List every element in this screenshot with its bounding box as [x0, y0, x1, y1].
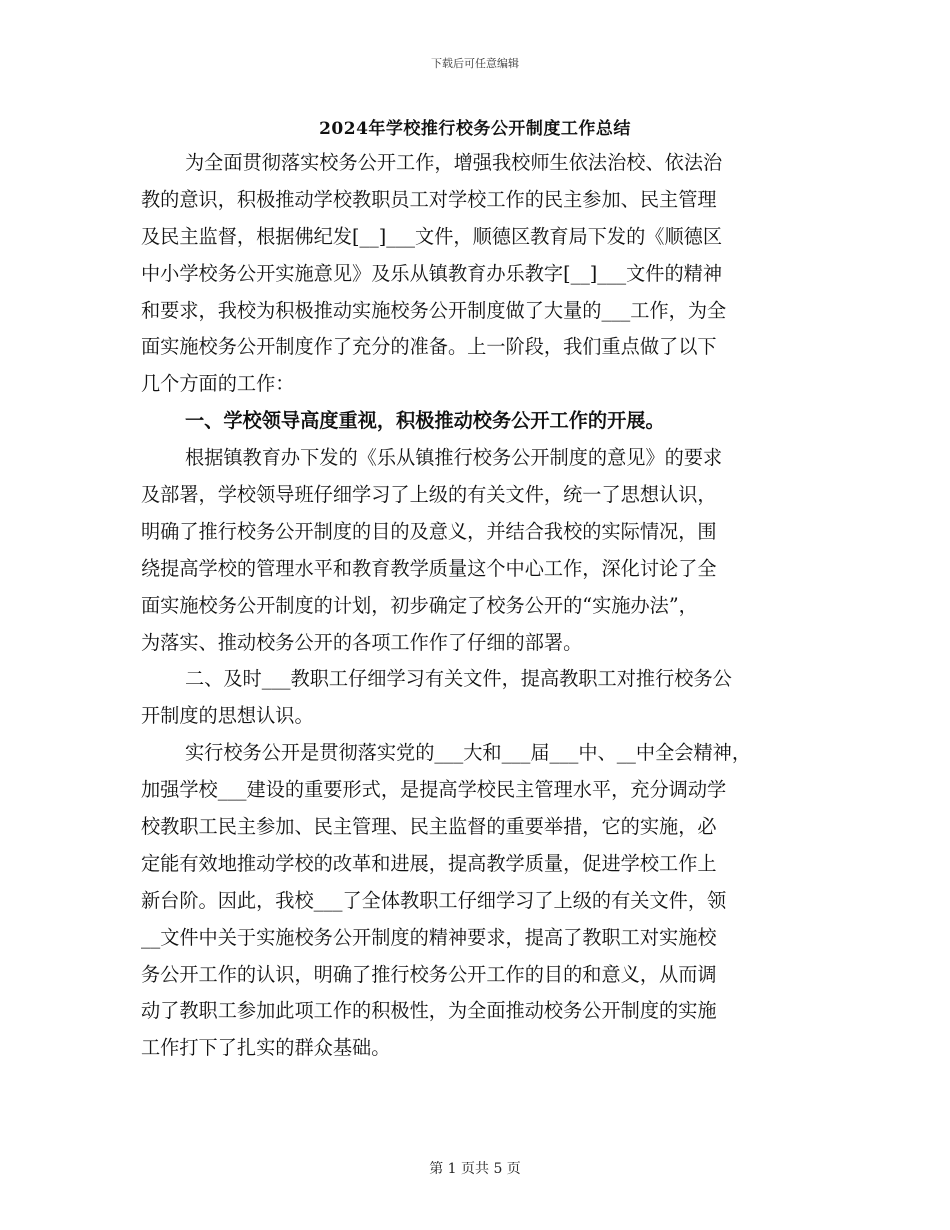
paragraph-line: 几个方面的工作：: [141, 372, 295, 396]
paragraph-line: 实行校务公开是贯彻落实党的___大和___届___中、__中全会精神，: [185, 741, 752, 765]
paragraph-line: 根据镇教育办下发的《乐从镇推行校务公开制度的意见》的要求: [185, 446, 723, 470]
paragraph-line: 面实施校务公开制度作了充分的准备。上一阶段，我们重点做了以下: [141, 335, 717, 359]
paragraph-line: 及民主监督，根据佛纪发[__]___文件，顺德区教育局下发的《顺德区: [141, 224, 723, 248]
header-note: 下载后可任意编辑: [431, 57, 519, 70]
paragraph-line: 新台阶。因此，我校___了全体教职工仔细学习了上级的有关文件，领: [141, 888, 727, 912]
paragraph-line: 校教职工民主参加、民主管理、民主监督的重要举措，它的实施，必: [141, 815, 717, 839]
paragraph-line: 务公开工作的认识，明确了推行校务公开工作的目的和意义，从而调: [141, 962, 717, 986]
paragraph-line: 定能有效地推动学校的改革和进展，提高教学质量，促进学校工作上: [141, 851, 717, 875]
paragraph-line: 为落实、推动校务公开的各项工作作了仔细的部署。: [141, 630, 583, 654]
document-title: 2024年学校推行校务公开制度工作总结: [319, 119, 631, 139]
paragraph-line: 工作打下了扎实的群众基础。: [141, 1036, 391, 1060]
paragraph-line: 开制度的思想认识。: [141, 704, 314, 728]
page-footer: 第 1 页共 5 页: [429, 1161, 521, 1177]
paragraph-line: 及部署，学校领导班仔细学习了上级的有关文件，统一了思想认识，: [141, 483, 717, 507]
section-heading: 一、学校领导高度重视，积极推动校务公开工作的开展。: [185, 409, 665, 433]
paragraph-line: 绕提高学校的管理水平和教育教学质量这个中心工作，深化讨论了全: [141, 556, 717, 580]
paragraph-line: 和要求，我校为积极推动实施校务公开制度做了大量的___工作，为全: [141, 298, 727, 322]
document-body: [141, 145, 831, 1067]
paragraph-line: 中小学校务公开实施意见》及乐从镇教育办乐教字[__]___文件的精神: [141, 261, 723, 285]
paragraph-line: 加强学校___建设的重要形式，是提高学校民主管理水平，充分调动学: [141, 778, 727, 802]
section-heading: 二、及时___教职工仔细学习有关文件，提高教职工对推行校务公: [185, 667, 732, 691]
paragraph-line: 教的意识，积极推动学校教职员工对学校工作的民主参加、民主管理: [141, 187, 717, 211]
paragraph-line: 面实施校务公开制度的计划，初步确定了校务公开的“实施办法”，: [141, 593, 698, 617]
paragraph-line: __文件中关于实施校务公开制度的精神要求，提高了教职工对实施校: [141, 925, 717, 949]
paragraph-line: 动了教职工参加此项工作的积极性，为全面推动校务公开制度的实施: [141, 999, 717, 1023]
paragraph-line: 明确了推行校务公开制度的目的及意义，并结合我校的实际情况，围: [141, 519, 717, 543]
paragraph-line: 为全面贯彻落实校务公开工作，增强我校师生依法治校、依法治: [185, 151, 723, 174]
